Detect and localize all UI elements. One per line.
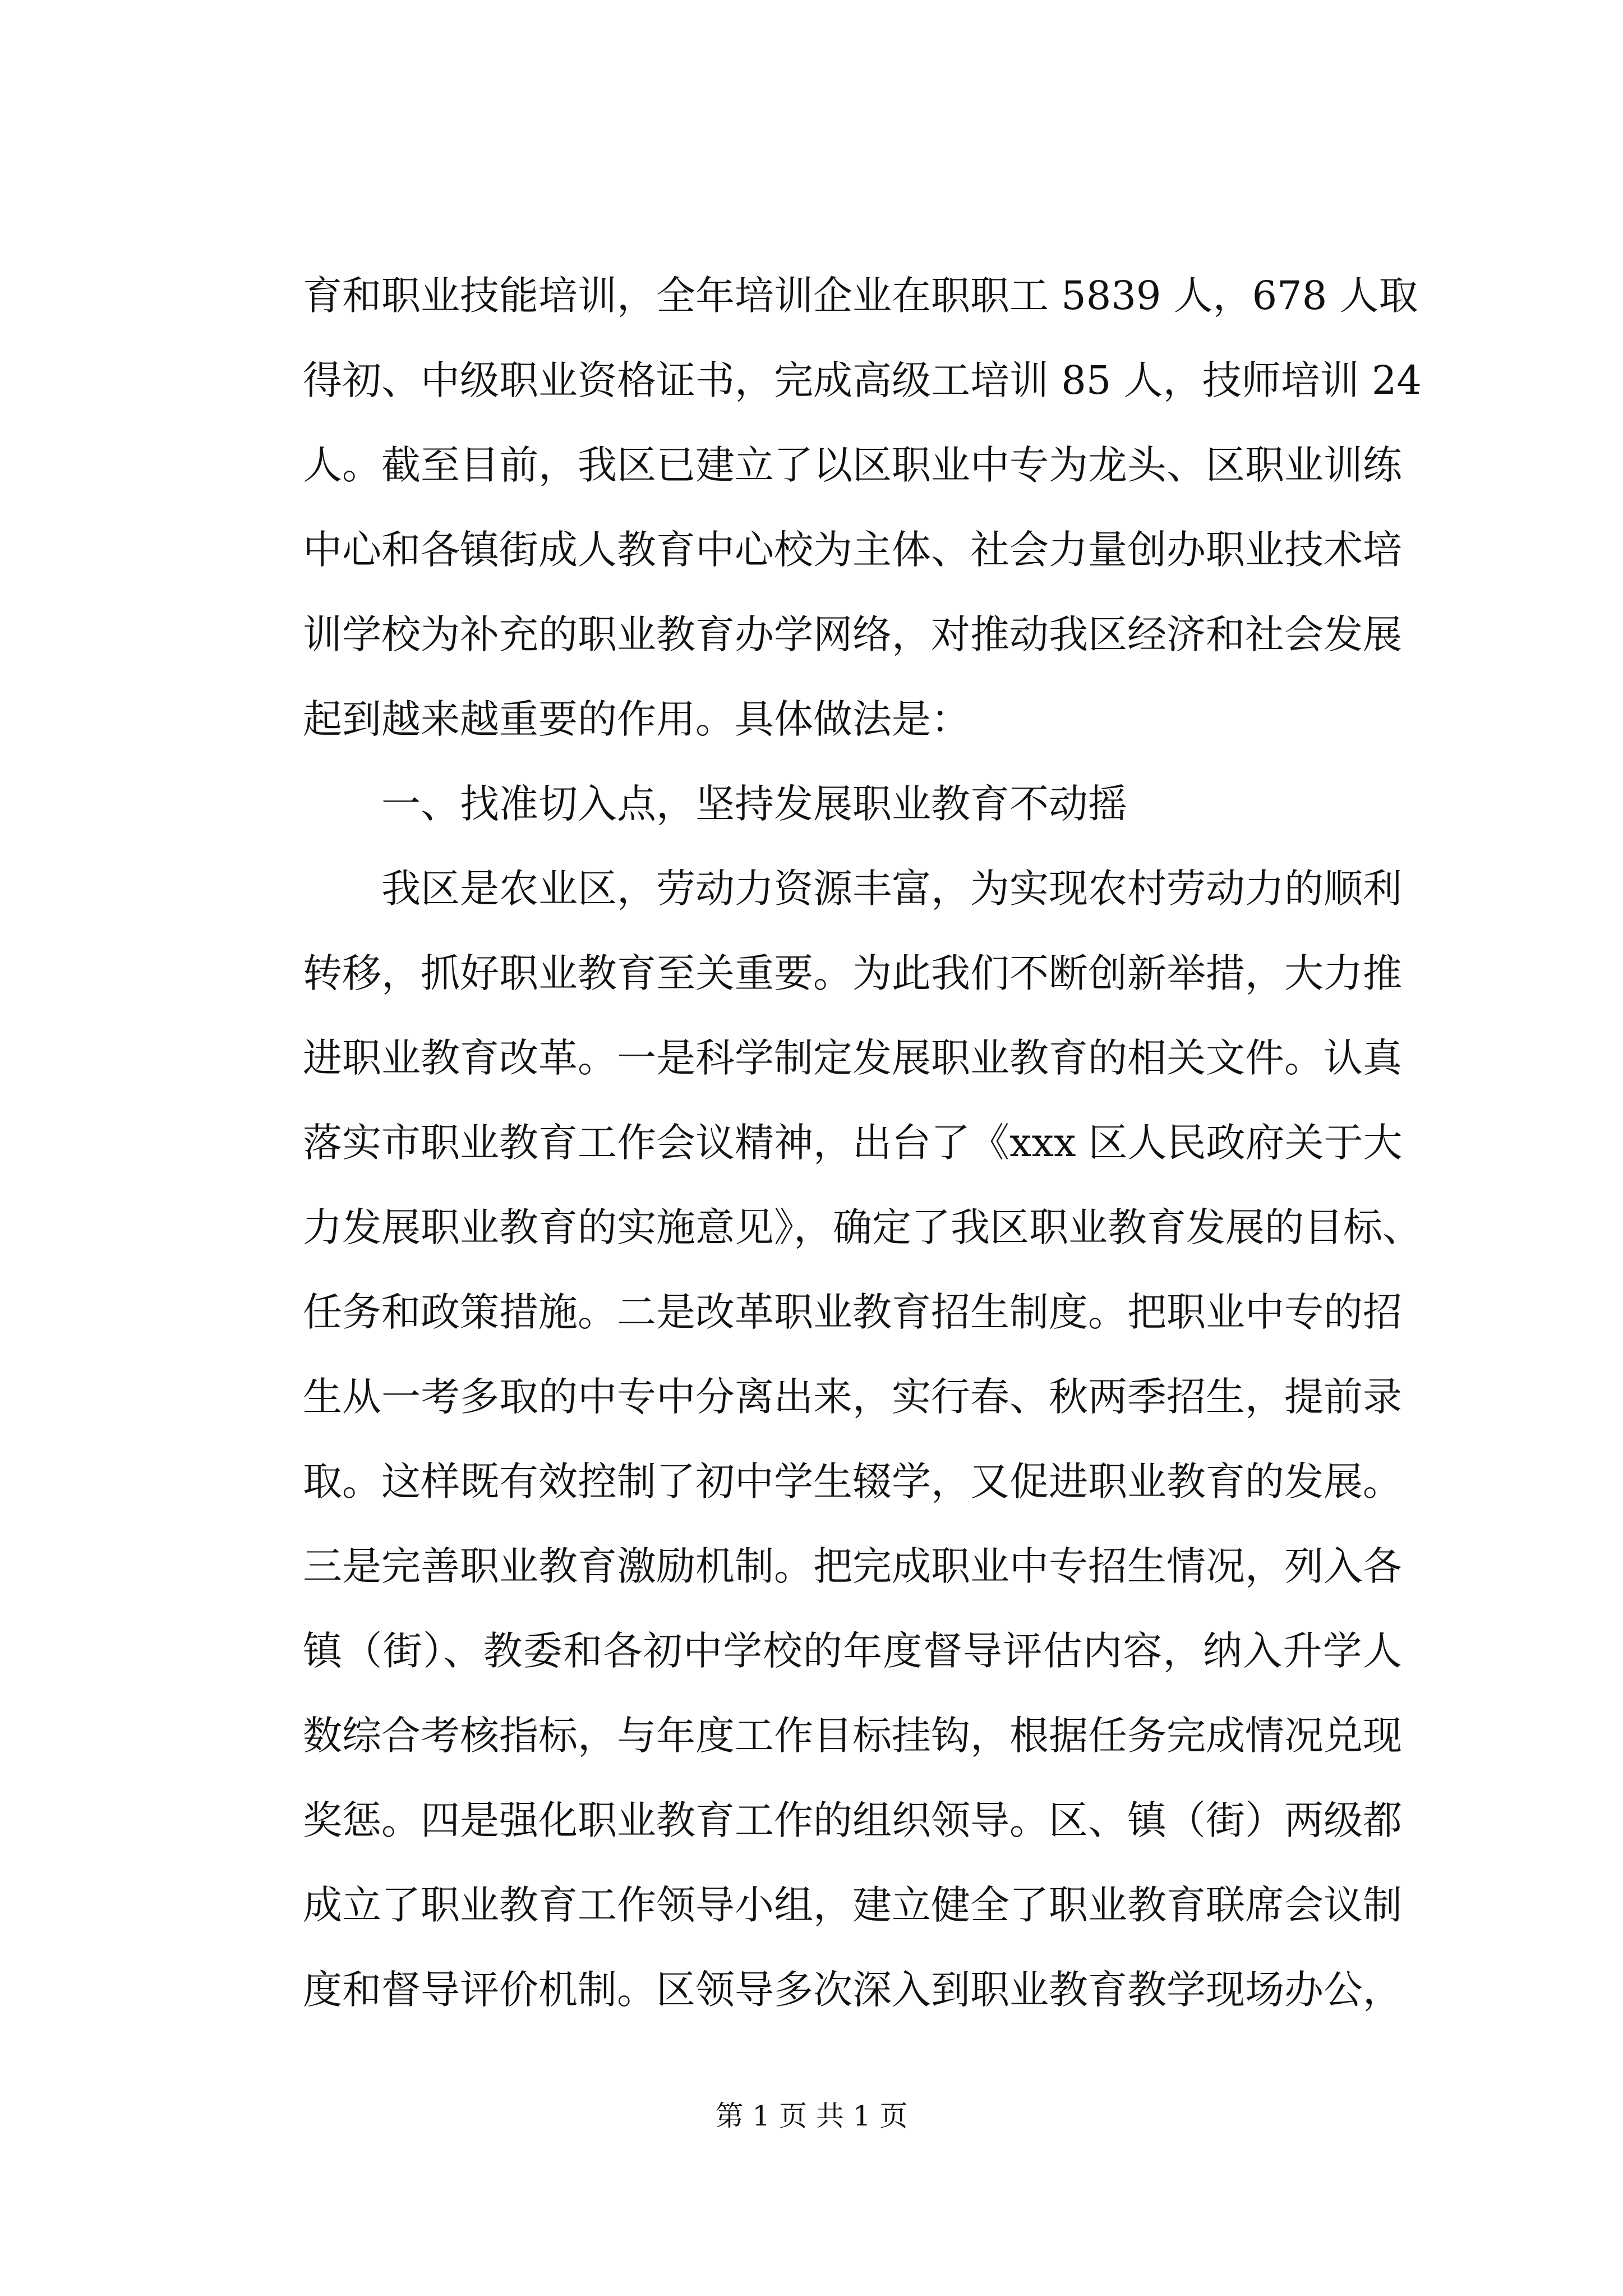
text-line: 得初、中级职业资格证书，完成高级工培训 85 人，技师培训 24 — [303, 357, 1422, 403]
text-line: 我区是农业区，劳动力资源丰富，为实现农村劳动力的顺利 — [381, 866, 1402, 912]
text-line: 生从一考多取的中专中分离出来，实行春、秋两季招生，提前录 — [303, 1374, 1402, 1420]
text-line: 奖惩。四是强化职业教育工作的组织领导。区、镇（街）两级都 — [303, 1797, 1402, 1843]
section-heading: 一、找准切入点，坚持发展职业教育不动摇 — [381, 781, 1127, 827]
text-line: 中心和各镇街成人教育中心校为主体、社会力量创办职业技术培 — [303, 527, 1402, 573]
text-line: 训学校为补充的职业教育办学网络，对推动我区经济和社会发展 — [303, 611, 1402, 657]
text-line: 起到越来越重要的作用。具体做法是： — [303, 696, 970, 742]
text-line: 人。截至目前，我区已建立了以区职业中专为龙头、区职业训练 — [303, 442, 1402, 488]
text-line: 度和督导评价机制。区领导多次深入到职业教育教学现场办公， — [303, 1967, 1402, 2013]
text-line: 转移，抓好职业教育至关重要。为此我们不断创新举措，大力推 — [303, 950, 1402, 996]
text-line: 数综合考核指标，与年度工作目标挂钩，根据任务完成情况兑现 — [303, 1713, 1402, 1759]
text-line: 任务和政策措施。二是改革职业教育招生制度。把职业中专的招 — [303, 1289, 1402, 1335]
text-line: 落实市职业教育工作会议精神，出台了《xxx 区人民政府关于大 — [303, 1120, 1403, 1166]
text-line: 成立了职业教育工作领导小组，建立健全了职业教育联席会议制 — [303, 1882, 1402, 1928]
page-footer: 第 1 页 共 1 页 — [715, 2100, 908, 2132]
text-line: 三是完善职业教育激励机制。把完成职业中专招生情况，列入各 — [303, 1543, 1402, 1589]
text-line: 力发展职业教育的实施意见》，确定了我区职业教育发展的目标、 — [303, 1204, 1422, 1250]
document-body — [303, 254, 1422, 2032]
text-line: 镇（街）、教委和各初中学校的年度督导评估内容，纳入升学人 — [303, 1628, 1402, 1674]
text-line: 取。这样既有效控制了初中学生辍学，又促进职业教育的发展。 — [303, 1458, 1402, 1504]
text-line: 进职业教育改革。一是科学制定发展职业教育的相关文件。认真 — [303, 1035, 1402, 1081]
text-line: 育和职业技能培训，全年培训企业在职职工 5839 人，678 人取 — [303, 273, 1418, 319]
